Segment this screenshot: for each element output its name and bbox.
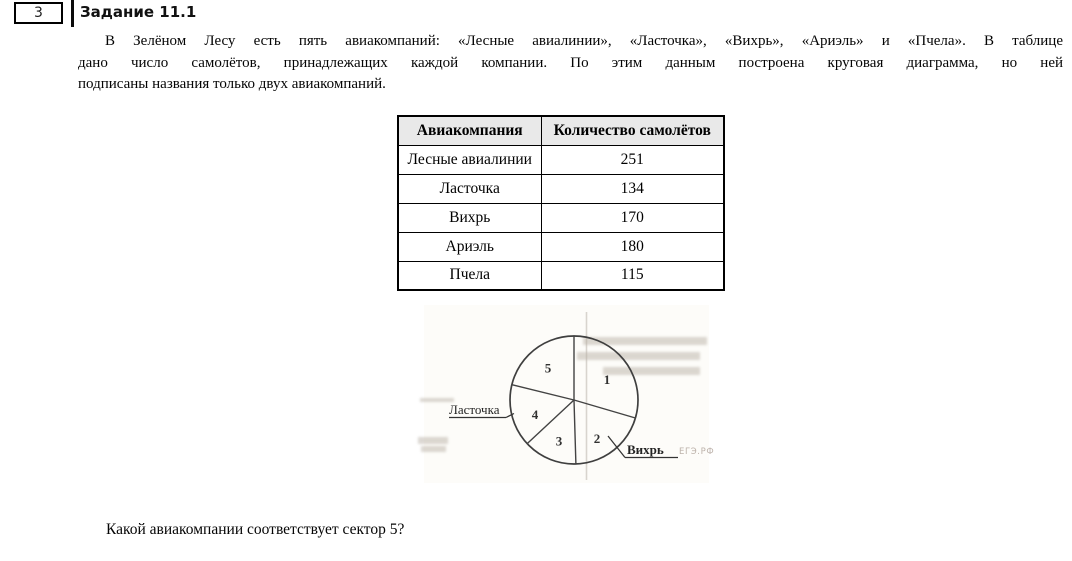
- scan-artifact: [418, 437, 448, 444]
- paragraph-line-3: подписаны названия только двух авиакомпаний.: [78, 76, 386, 92]
- airlines-table: [397, 115, 725, 291]
- table-row: [398, 261, 724, 290]
- scan-artifact: [583, 337, 707, 345]
- company-name-cell: Ариэль: [398, 232, 541, 261]
- scan-artifact: [577, 352, 700, 360]
- plane-count-cell: 180: [541, 232, 724, 261]
- sector-boundary-2-3: [574, 400, 576, 464]
- company-name-cell: Вихрь: [398, 203, 541, 232]
- task-text: [78, 31, 1063, 96]
- watermark-text: ЕГЭ.РФ: [679, 447, 715, 457]
- plane-count-cell: 134: [541, 174, 724, 203]
- scan-artifact: [421, 446, 446, 452]
- table-header-row: [398, 116, 724, 145]
- task-number-box: [14, 2, 63, 24]
- sector-boundary-4-5: [512, 385, 574, 400]
- table-row: [398, 145, 724, 174]
- sector-number-4: 4: [531, 407, 539, 422]
- table-header-count: Количество самолётов: [541, 116, 724, 145]
- company-name-cell: Лесные авиалинии: [398, 145, 541, 174]
- callout-label-lastochka: Ласточка: [449, 402, 500, 417]
- plane-count-cell: 115: [541, 261, 724, 290]
- plane-count-cell: 170: [541, 203, 724, 232]
- sector-number-5: 5: [544, 360, 552, 376]
- sector-boundary-1-2: [574, 400, 635, 418]
- task-number: 3: [34, 5, 43, 21]
- task-title: Задание 11.1: [80, 3, 197, 21]
- table-row: [398, 203, 724, 232]
- callout-leader-vikhr: [608, 436, 625, 458]
- company-name-cell: Ласточка: [398, 174, 541, 203]
- scan-artifact: [603, 367, 700, 375]
- sector-number-1: 1: [603, 372, 611, 387]
- title-divider: [71, 0, 74, 27]
- callout-label-vikhr: Вихрь: [627, 442, 664, 457]
- table-header-company: Авиакомпания: [398, 116, 541, 145]
- company-name-cell: Пчела: [398, 261, 541, 290]
- plane-count-cell: 251: [541, 145, 724, 174]
- question-text: Какой авиакомпании соответствует сектор 5?: [106, 521, 405, 538]
- table-row: [398, 232, 724, 261]
- sector-number-3: 3: [555, 433, 563, 449]
- sector-number-2: 2: [593, 431, 601, 446]
- paragraph-line-1: В Зелёном Лесу есть пять авиакомпаний: «Лесные авиалинии», «Ласточка», «Вихрь», «Ариэль» и «Пчела». В таблице: [105, 33, 1063, 49]
- paragraph-line-2: дано число самолётов, принадлежащих каждой компании. По этим данным построена круговая диаграмма, но ней: [78, 54, 1063, 71]
- table-row: [398, 174, 724, 203]
- pie-chart: [415, 303, 715, 488]
